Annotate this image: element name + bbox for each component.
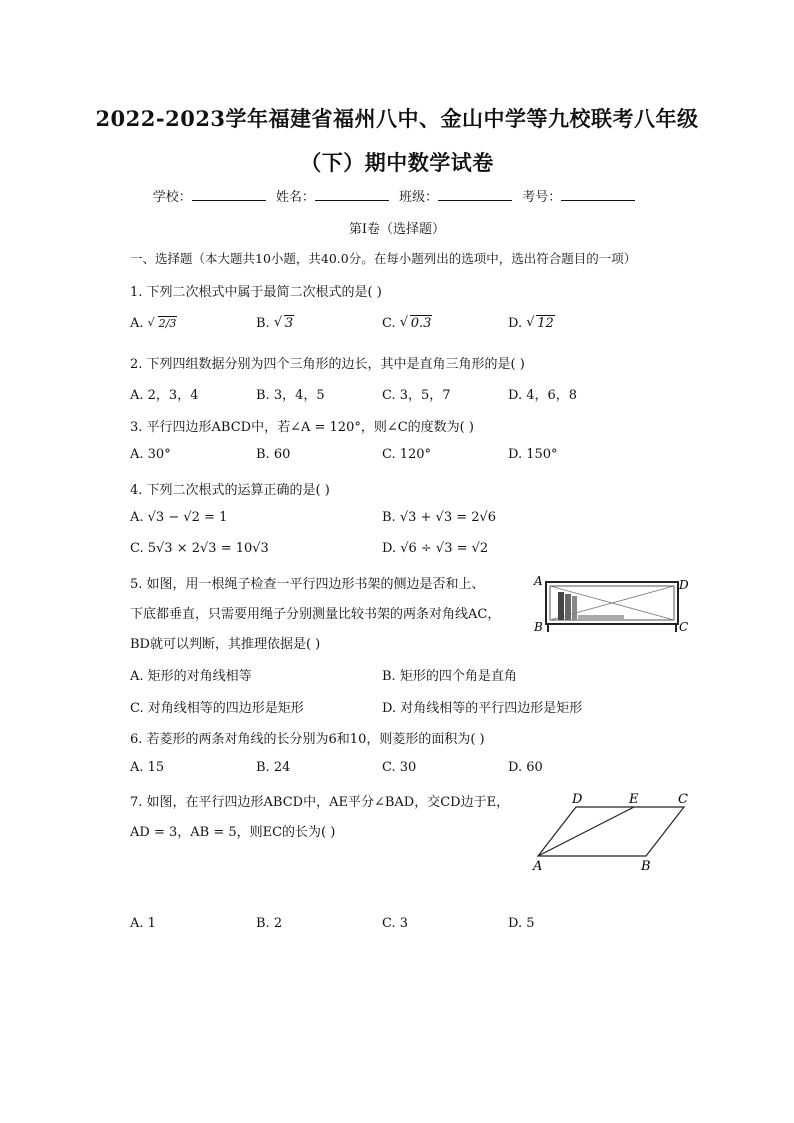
- parallelogram-abcd: [538, 807, 684, 856]
- label-c: C: [679, 620, 689, 634]
- q3-stem: 3. 平行四边形ABCD中，若∠A = 120°，则∠C的度数为( ): [130, 420, 474, 435]
- q2-option-b: B. 3，4，5: [256, 388, 325, 403]
- q1-a-label: A.: [130, 316, 144, 331]
- label-b: B: [641, 859, 651, 874]
- q7-stem-line2: AD = 3，AB = 5，则EC的长为( ): [130, 825, 336, 840]
- label-b: B: [534, 620, 543, 634]
- q2-option-d: D. 4，6，8: [508, 388, 578, 403]
- q6-stem: 6. 若菱形的两条对角线的长分别为6和10，则菱形的面积为( ): [130, 732, 485, 747]
- q1-option-a: [130, 316, 177, 331]
- book: [558, 592, 564, 620]
- q6-option-b: B. 24: [256, 760, 291, 775]
- q1-c-label: C.: [382, 316, 396, 331]
- q5-stem-line1: 5. 如图，用一根绳子检查一平行四边形书架的侧边是否和上、: [130, 577, 485, 592]
- class-label: 班级：: [399, 190, 439, 205]
- parallelogram-figure: [528, 788, 698, 874]
- q2-option-a: A. 2，3，4: [130, 388, 199, 403]
- label-d: D: [572, 792, 583, 807]
- exam-no-blank[interactable]: [561, 188, 635, 201]
- label-d: D: [679, 578, 689, 592]
- q6-option-d: D. 60: [508, 760, 543, 775]
- q7-option-b: B. 2: [256, 916, 283, 931]
- q2-stem: 2. 下列四组数据分别为四个三角形的边长，其中是直角三角形的是( ): [130, 357, 525, 372]
- school-label: 学校：: [152, 190, 192, 205]
- q4-option-b: B. √3 + √3 = 2√6: [382, 510, 497, 525]
- q3-option-a: A. 30°: [130, 447, 171, 462]
- q1-stem: 1. 下列二次根式中属于最简二次根式的是( ): [130, 285, 382, 300]
- q6-option-c: C. 30: [382, 760, 417, 775]
- q1-d-value: 12: [537, 316, 554, 331]
- bookshelf-figure: [532, 572, 697, 638]
- book: [572, 596, 577, 620]
- q4-stem: 4. 下列二次根式的运算正确的是( ): [130, 483, 330, 498]
- label-c: C: [678, 792, 688, 807]
- q5-stem-line2: 下底都垂直，只需要用绳子分别测量比较书架的两条对角线AC，: [130, 607, 501, 622]
- q6-option-a: A. 15: [130, 760, 165, 775]
- q1-option-d: [508, 316, 555, 331]
- q2-option-c: C. 3，5，7: [382, 388, 451, 403]
- q1-b-value: 3: [284, 316, 294, 331]
- q7-option-c: C. 3: [382, 916, 409, 931]
- q5-option-d: D. 对角线相等的平行四边形是矩形: [382, 701, 583, 716]
- q1-option-c: [382, 316, 432, 331]
- exam-title-line2: （下）期中数学试卷: [300, 150, 494, 175]
- q7-option-d: D. 5: [508, 916, 535, 931]
- q1-a-value: 2/3: [158, 317, 177, 330]
- q1-d-label: D.: [508, 316, 523, 331]
- q4-option-a: A. √3 − √2 = 1: [130, 510, 228, 525]
- part-one-heading: 一、选择题（本大题共10小题，共40.0分。在每小题列出的选项中，选出符合题目的一项）: [130, 251, 637, 266]
- q7-option-a: A. 1: [130, 916, 156, 931]
- student-info-line: [0, 186, 794, 205]
- label-a: A: [533, 859, 543, 874]
- class-blank[interactable]: [438, 188, 512, 201]
- school-blank[interactable]: [192, 188, 266, 201]
- q1-c-value: 0.3: [410, 316, 432, 331]
- q5-option-c: C. 对角线相等的四边形是矩形: [130, 701, 304, 716]
- label-a: A: [534, 574, 543, 588]
- q4-option-d: D. √6 ÷ √3 = √2: [382, 541, 489, 556]
- q7-stem-line1: 7. 如图，在平行四边形ABCD中，AE平分∠BAD，交CD边于E，: [130, 795, 510, 810]
- lying-book: [578, 615, 624, 620]
- q5-stem-line3: BD就可以判断，其推理依据是( ): [130, 637, 321, 652]
- q3-option-c: C. 120°: [382, 447, 432, 462]
- q4-option-c: C. 5√3 × 2√3 = 10√3: [130, 541, 269, 556]
- q3-option-d: D. 150°: [508, 447, 558, 462]
- segment-ae: [538, 807, 634, 856]
- name-label: 姓名：: [275, 190, 315, 205]
- q3-option-b: B. 60: [256, 447, 291, 462]
- exam-title-line1: 2022-2023学年福建省福州八中、金山中学等九校联考八年级: [95, 106, 699, 131]
- label-e: E: [629, 792, 639, 807]
- q1-option-b: [256, 316, 294, 331]
- exam-no-label: 考号：: [522, 190, 562, 205]
- section-title: 第Ⅰ卷（选择题）: [348, 222, 446, 237]
- name-blank[interactable]: [315, 188, 389, 201]
- q5-option-b: B. 矩形的四个角是直角: [382, 669, 517, 684]
- q1-b-label: B.: [256, 316, 270, 331]
- q5-option-a: A. 矩形的对角线相等: [130, 669, 252, 684]
- book: [565, 594, 571, 620]
